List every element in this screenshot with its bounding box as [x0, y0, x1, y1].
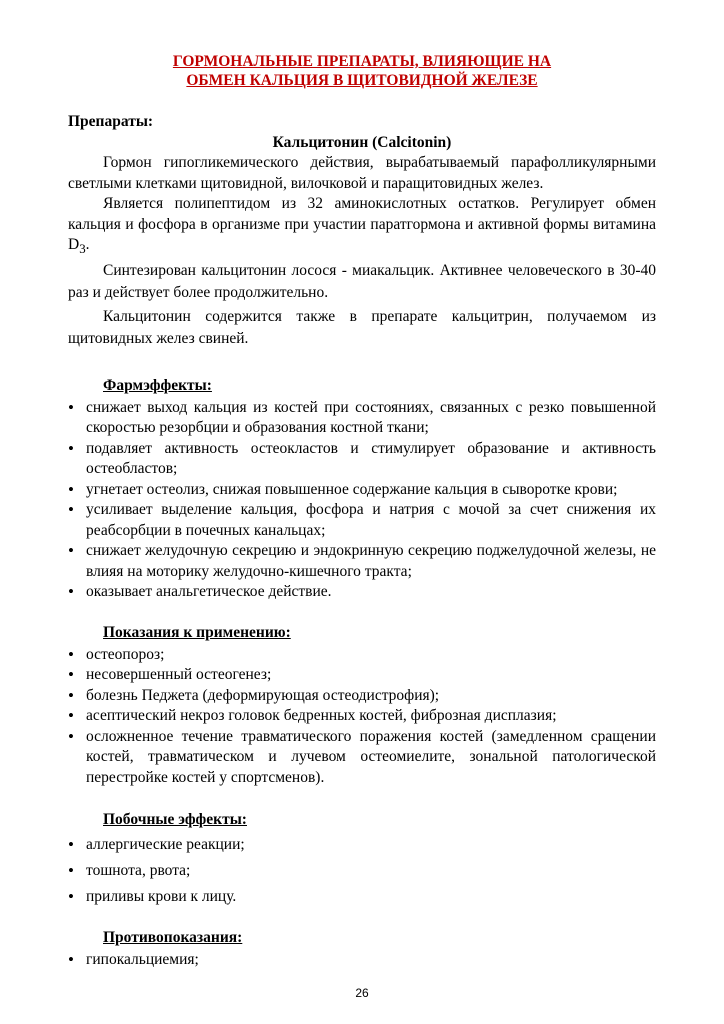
vitamin-subscript: 3	[79, 241, 86, 257]
contraindications-heading: Противопоказания:	[103, 929, 243, 947]
list-item: • гипокальциемия;	[68, 950, 656, 971]
contraindications-list	[68, 950, 656, 971]
list-item: • снижает желудочную секрецию и эндокринную секрецию поджелудочной железы, не влияя на моторику желудочно-кишечного тракта;	[68, 541, 656, 582]
effects-list	[68, 398, 656, 603]
list-item: • аллергические реакции;	[68, 832, 656, 858]
list-item: • асептический некроз головок бедренных костей, фиброзная дисплазия;	[68, 706, 656, 727]
paragraph-1: Гормон гипогликемического действия, вырабатываемый парафолликулярными светлыми клетками щитовидной, вилочковой и паращитовидных желез.	[68, 154, 656, 192]
paragraph-2-text: Является полипептидом из 32 аминокислотных остатков. Регулирует обмен кальция и фосфора в организме при участии паратгормона и активной формы витамина D	[68, 195, 656, 253]
paragraph-4: Кальцитонин содержится также в препарате кальцитрин, получаемом из щитовидных желез свиней.	[68, 307, 656, 347]
title-line-2: ОБМЕН КАЛЬЦИЯ В ЩИТОВИДНОЙ ЖЕЛЕЗЕ	[186, 72, 538, 89]
list-item: • снижает выход кальция из костей при состояниях, связанных с резко повышенной скоростью резорбции и образования костной ткани;	[68, 398, 656, 439]
list-item: • тошнота, рвота;	[68, 858, 656, 884]
list-item: • приливы крови к лицу.	[68, 884, 656, 910]
side-effects-heading: Побочные эффекты:	[103, 811, 247, 829]
side-effects-list	[68, 832, 656, 910]
indications-list	[68, 645, 656, 789]
list-item: • подавляет активность остеокластов и стимулирует образование и активность остеобластов;	[68, 439, 656, 480]
list-item: • несовершенный остеогенез;	[68, 665, 656, 686]
list-item: • угнетает остеолиз, снижая повышенное содержание кальция в сыворотке крови;	[68, 480, 656, 501]
title-line-1: ГОРМОНАЛЬНЫЕ ПРЕПАРАТЫ, ВЛИЯЮЩИЕ НА	[172, 53, 552, 70]
list-item: • усиливает выделение кальция, фосфора и натрия с мочой за счет снижения их реабсорбции в почечных канальцах;	[68, 500, 656, 541]
paragraph-2	[68, 194, 656, 260]
preparations-label: Препараты:	[68, 113, 154, 130]
list-item: • остеопороз;	[68, 645, 656, 666]
page-title	[68, 52, 656, 90]
document-page	[68, 52, 656, 971]
paragraph-3: Синтезирован кальцитонин лосося - миакальцик. Активнее человеческого в 30-40 раз и действует более продолжительно.	[68, 261, 656, 301]
page-number: 26	[355, 986, 369, 1000]
indications-heading: Показания к применению:	[103, 623, 291, 641]
paragraph-2-end: .	[85, 236, 90, 253]
effects-heading: Фармэффекты:	[103, 376, 212, 394]
list-item: • болезнь Педжета (деформирующая остеодистрофия);	[68, 686, 656, 707]
drug-name: Кальцитонин (Calcitonin)	[272, 133, 452, 151]
list-item: • осложненное течение травматического поражения костей (замедленном сращении костей, травматическом и лучевом остеомиелите, зональной патологической перестройке костей у спортсменов).	[68, 727, 656, 789]
list-item: • оказывает анальгетическое действие.	[68, 582, 656, 603]
